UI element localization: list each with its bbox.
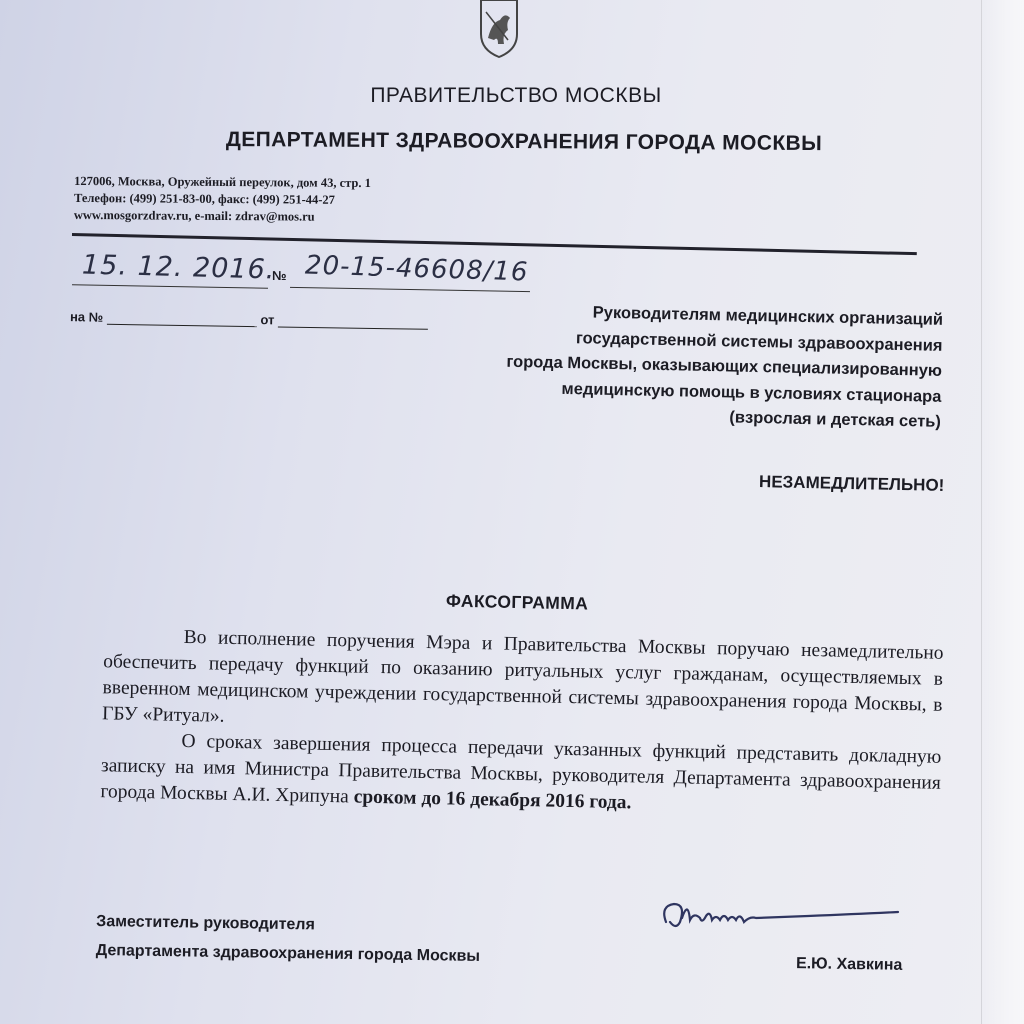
ref-label: на № bbox=[69, 309, 104, 325]
signatory-name: Е.Ю. Хавкина bbox=[795, 955, 903, 974]
address-line: 127006, Москва, Оружейный переулок, дом 43, стр. 1 bbox=[74, 173, 371, 191]
addressee-line: Руководителям медицинских организаций bbox=[592, 303, 944, 329]
handwritten-signature bbox=[658, 892, 908, 940]
phone-line: Телефон: (499) 251-83-00, факс: (499) 251-44-27 bbox=[73, 190, 335, 207]
document-title: ФАКСОГРАММА bbox=[445, 590, 589, 614]
moscow-coat-of-arms-icon bbox=[478, 0, 520, 58]
position-line: Заместитель руководителя bbox=[96, 912, 315, 934]
number-underline bbox=[290, 287, 530, 292]
urgency-mark: НЕЗАМЕДЛИТЕЛЬНО! bbox=[758, 472, 945, 495]
position-line: Департамента здравоохранения города Москвы bbox=[95, 941, 481, 966]
document-body bbox=[100, 623, 944, 823]
paragraph-text: О сроках завершения процесса передачи указанных функций представить докладную записку на имя Министра Правительства Москвы, руководителя Департамента здравоохранения города Москвы А.И. Хрипуна bbox=[100, 730, 942, 808]
reference-row bbox=[70, 309, 428, 330]
body-paragraph bbox=[100, 727, 941, 823]
signatory-position bbox=[96, 907, 481, 971]
addressee-block bbox=[381, 296, 944, 435]
handwritten-document-number: 20-15-46608/16 bbox=[304, 250, 529, 288]
government-name: ПРАВИТЕЛЬСТВО МОСКВЫ bbox=[370, 84, 662, 107]
addressee-line: медицинскую помощь в условиях стационара bbox=[561, 379, 942, 406]
department-name: ДЕПАРТАМЕНТ ЗДРАВООХРАНЕНИЯ ГОРОДА МОСКВЫ bbox=[225, 127, 823, 156]
addressee-line: (взрослая и детская сеть) bbox=[729, 408, 942, 431]
addressee-line: города Москвы, оказывающих специализированную bbox=[506, 352, 943, 380]
body-paragraph: Во исполнение поручения Мэра и Правительства Москвы поручаю незамедлительно обеспечить передачу функций по оказанию ритуальных услуг гражданам, осуществляемых в вверенном медицинском учреждении государственной системы здравоохранения города Москвы, в ГБУ «Ритуал». bbox=[101, 626, 944, 727]
handwritten-date: 15. 12. 2016. bbox=[81, 249, 276, 286]
ref-blank bbox=[107, 310, 257, 327]
addressee-line: государственной системы здравоохранения bbox=[575, 328, 943, 355]
from-label: от bbox=[260, 312, 275, 328]
web-line: www.mosgorzdrav.ru, e-mail: zdrav@mos.ru bbox=[73, 207, 315, 224]
deadline-text: сроком до 16 декабря 2016 года. bbox=[353, 786, 632, 814]
contact-block bbox=[74, 173, 371, 226]
date-underline bbox=[72, 284, 268, 288]
number-sign: № bbox=[272, 268, 287, 283]
